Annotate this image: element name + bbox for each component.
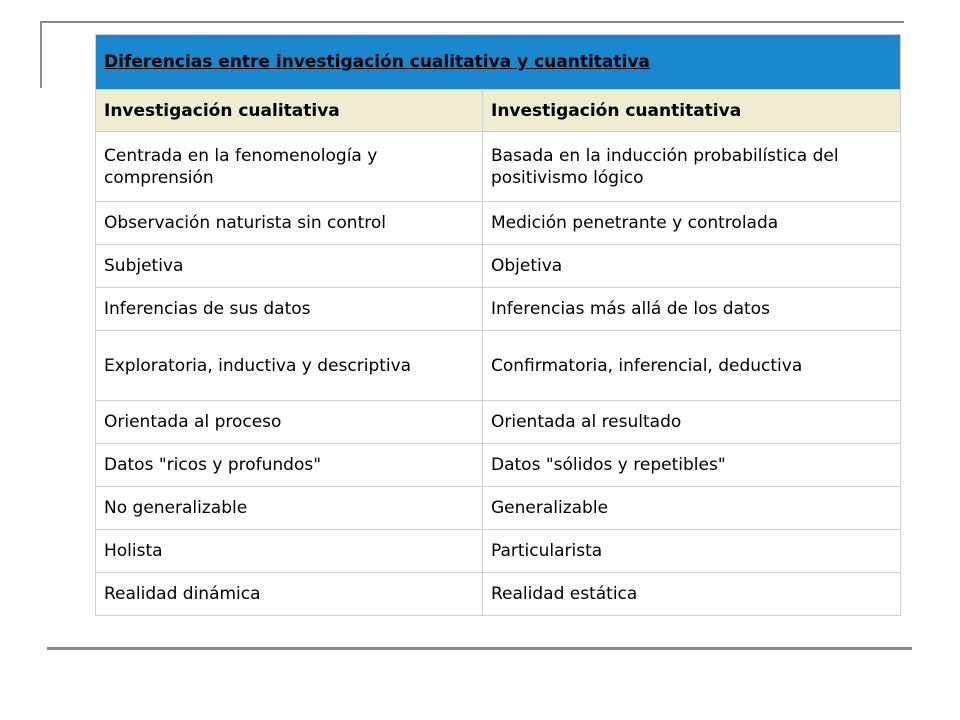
- cell-cualitativa: Inferencias de sus datos: [96, 288, 483, 331]
- cell-cuantitativa: Orientada al resultado: [483, 401, 901, 444]
- table-header-row: [96, 90, 901, 132]
- cell-cuantitativa: Inferencias más allá de los datos: [483, 288, 901, 331]
- table-row: [96, 487, 901, 530]
- cell-cualitativa: Centrada en la fenomenología y comprensión: [96, 132, 483, 202]
- cell-cualitativa: Realidad dinámica: [96, 573, 483, 616]
- slide-frame-left-line: [40, 21, 42, 88]
- cell-cualitativa: No generalizable: [96, 487, 483, 530]
- comparison-table: [95, 34, 901, 616]
- cell-cualitativa: Datos "ricos y profundos": [96, 444, 483, 487]
- header-cuantitativa: Investigación cuantitativa: [483, 90, 901, 132]
- table-title-row: [96, 35, 901, 90]
- slide-frame-bottom-line: [47, 647, 912, 650]
- cell-cuantitativa: Particularista: [483, 530, 901, 573]
- cell-cualitativa: Orientada al proceso: [96, 401, 483, 444]
- table-row: [96, 573, 901, 616]
- cell-cuantitativa: Realidad estática: [483, 573, 901, 616]
- cell-cuantitativa: Confirmatoria, inferencial, deductiva: [483, 331, 901, 401]
- table-row: [96, 132, 901, 202]
- cell-cuantitativa: Medición penetrante y controlada: [483, 202, 901, 245]
- table-row: [96, 530, 901, 573]
- cell-cualitativa: Observación naturista sin control: [96, 202, 483, 245]
- cell-cuantitativa: Generalizable: [483, 487, 901, 530]
- table-row: [96, 401, 901, 444]
- cell-cuantitativa: Basada en la inducción probabilística del positivismo lógico: [483, 132, 901, 202]
- cell-cualitativa: Exploratoria, inductiva y descriptiva: [96, 331, 483, 401]
- cell-cualitativa: Holista: [96, 530, 483, 573]
- table-row: [96, 331, 901, 401]
- table-row: [96, 202, 901, 245]
- slide-frame-top-line: [40, 21, 904, 23]
- table-row: [96, 245, 901, 288]
- cell-cuantitativa: Objetiva: [483, 245, 901, 288]
- cell-cualitativa: Subjetiva: [96, 245, 483, 288]
- cell-cuantitativa: Datos "sólidos y repetibles": [483, 444, 901, 487]
- table-title: Diferencias entre investigación cualitativa y cuantitativa: [96, 35, 901, 90]
- table-row: [96, 444, 901, 487]
- table-row: [96, 288, 901, 331]
- header-cualitativa: Investigación cualitativa: [96, 90, 483, 132]
